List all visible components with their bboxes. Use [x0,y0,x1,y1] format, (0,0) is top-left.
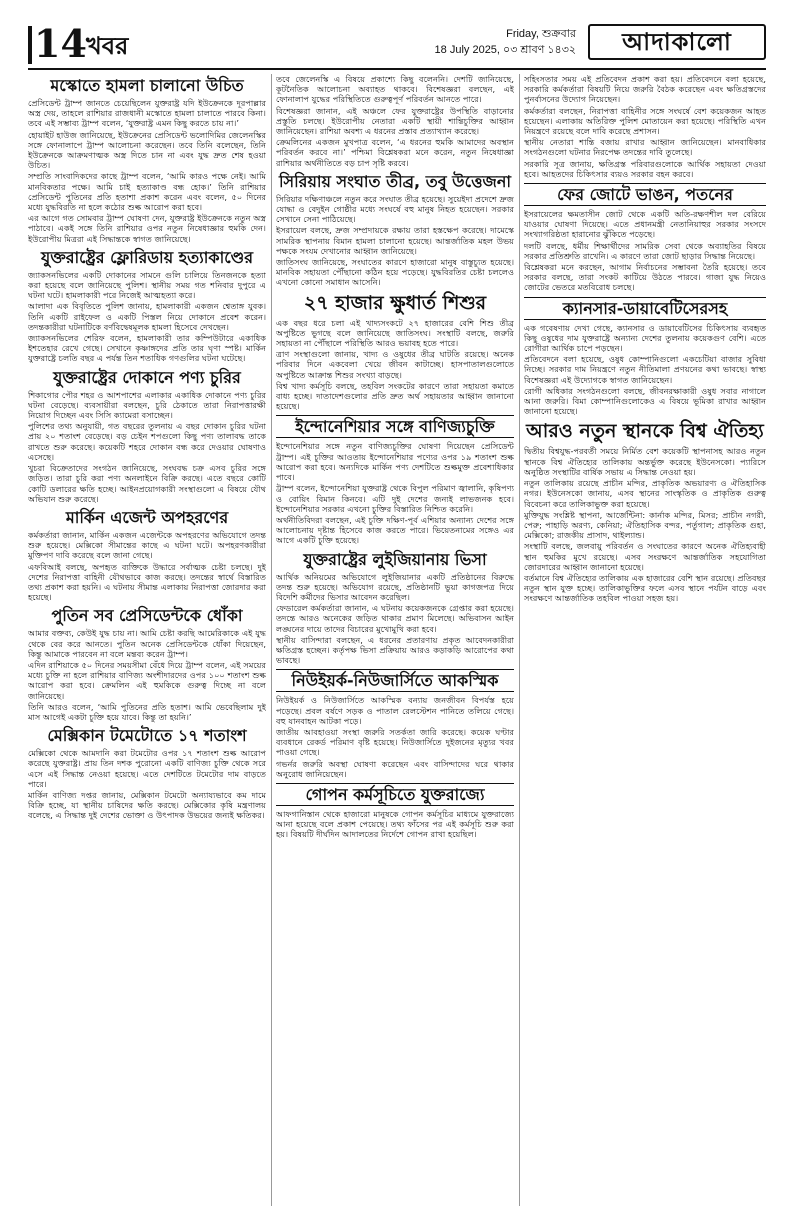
article [276,172,514,288]
masthead [28,22,766,66]
article-headline: আরও নতুন স্থানকে বিশ্ব ঐতিহ্য [526,420,764,443]
article-paragraph: সিরিয়ার দক্ষিণাঞ্চলে নতুন করে সংঘাত তীব্র হয়েছে। সুয়েইদা প্রদেশে দ্রুজ যোদ্ধা ও বেদুইন গোষ্ঠীর মধ্যে সংঘর্ষে বহু মানুষ নিহত হয়েছেন। সরকার সেখানে সেনা পাঠিয়েছে। [276,193,514,225]
article-paragraph: বিশ্লেষকরা মনে করছেন, আগাম নির্বাচনের সম্ভাবনা তৈরি হয়েছে। তবে সরকার বলছে, তারা সংকট কাটিয়ে উঠতে পারবে। গাজা যুদ্ধ নিয়েও জোটের ভেতরে মতবিরোধ চলছে। [524,262,766,293]
article-headline: ক্যানসার-ডায়াবেটিসেরসহ [524,297,766,320]
section-name: খবর [86,32,129,60]
article-paragraph: ফেডারেল কর্মকর্তারা জানান, এ ঘটনায় কয়েকজনকে গ্রেপ্তার করা হয়েছে। তদন্তে আরও অনেকের জড়িত থাকার প্রমাণ মিলেছে। অভিবাসন আইন লঙ্ঘনের দায়ে তাদের বিচারের মুখোমুখি করা হবে। [276,603,514,634]
article-paragraph: সম্প্রতি সাংবাদিকদের কাছে ট্রাম্প বলেন, ‘আমি কারও পক্ষে নেই। আমি মানবিকতার পক্ষে। আমি চাই হত্যাকাণ্ড বন্ধ হোক।’ তিনি রাশিয়ার প্রেসিডেন্ট পুতিনের প্রতি হতাশা প্রকাশ করেন এবং বলেন, ৫০ দিনের মধ্যে যুদ্ধবিরতি না হলে কঠোর শুল্ক আরোপ করা হবে। [28,171,266,213]
article-paragraph: স্থানীয় নেতারা শান্তি বজায় রাখার আহ্বান জানিয়েছেন। মানবাধিকার সংগঠনগুলো ঘটনার নিরপেক্ষ তদন্তের দাবি তুলেছে। [524,137,766,158]
article-paragraph: হোয়াইট হাউজ জানিয়েছে, ইউক্রেনের প্রেসিডেন্ট ভলোদিমির জেলেনস্কির সঙ্গে ফোনালাপে ট্রাম্প আলোচনা করেছেন। তবে তিনি বলেছেন, তিনি ইউক্রেনকে আক্রমণাত্মক অস্ত্র দিতে চান না এবং যুদ্ধ দ্রুত শেষ হওয়া উচিত। [28,129,266,171]
article [524,420,766,603]
header-rule [28,68,766,70]
article-headline: ইন্দোনেশিয়ার সঙ্গে বাণিজ্যচুক্তি [276,415,514,438]
day: Friday, শুক্রবার [506,28,576,40]
article-paragraph: জ্যাকসনভিলের শেরিফ বলেন, হামলাকারী তার কম্পিউটারে একাধিক ইশতেহার রেখে গেছে। সেখানে কৃষ্ণাঙ্গদের প্রতি তার ঘৃণা স্পষ্ট। মার্কিন যুক্তরাষ্ট্রে চলতি বছর এ পর্যন্ত তিন শতাধিক গণগুলির ঘটনা ঘটেছে। [28,333,266,364]
article-paragraph: ইন্দোনেশিয়ার সঙ্গে নতুন বাণিজ্যচুক্তির ঘোষণা দিয়েছেন প্রেসিডেন্ট ট্রাম্প। এই চুক্তির আওতায় ইন্দোনেশিয়ার পণ্যের ওপর ১৯ শতাংশ শুল্ক আরোপ করা হবে। অন্যদিকে মার্কিন পণ্য দেশটিতে শুল্কমুক্ত প্রবেশাধিকার পাবে। [276,441,514,483]
article-paragraph: শিকাগোর পৌর শহর ও আশপাশের এলাকার একাধিক দোকানে পণ্য চুরির ঘটনা বেড়েছে। ব্যবসায়ীরা বলছেন, চুরি ঠেকাতে তারা নিরাপত্তারক্ষী নিয়োগ দিচ্ছেন এবং সিসি ক্যামেরা বসাচ্ছেন। [28,389,266,421]
article [276,415,514,545]
article-paragraph: আফগানিস্তান থেকে হাজারো মানুষকে গোপন কর্মসূচির মাধ্যমে যুক্তরাজ্যে আনা হয়েছে বলে প্রকাশ পেয়েছে। তথ্য ফাঁসের পর এই কর্মসূচি শুরু করা হয়। বিষয়টি দীর্ঘদিন আদালতের নির্দেশে গোপন রাখা হয়েছিল। [276,808,514,840]
article [28,368,266,504]
dateline [435,26,576,58]
article [28,508,266,602]
article-paragraph: এদিন রাশিয়াকে ৫০ দিনের সময়সীমা বেঁধে দিয়ে ট্রাম্প বলেন, এই সময়ের মধ্যে চুক্তি না হলে রাশিয়ার বাণিজ্য অংশীদারদের ওপর ১০০ শতাংশ শুল্ক আরোপ করা হবে। ক্রেমলিন এই হুমকিকে গুরুত্ব দিচ্ছে না বলে জানিয়েছে। [28,659,266,701]
article-paragraph: মেক্সিকো থেকে আমদানি করা টমেটোর ওপর ১৭ শতাংশ শুল্ক আরোপ করেছে যুক্তরাষ্ট্র। প্রায় তিন দশক পুরোনো একটি বাণিজ্য চুক্তি থেকে সরে এসে এই সিদ্ধান্ত নেওয়া হয়েছে। এতে দেশটিতে টমেটোর দাম বাড়তে পারে। [28,748,266,789]
article [276,292,514,412]
article [28,248,266,364]
article-paragraph: প্রতিবেদনে বলা হয়েছে, ওষুধ কোম্পানিগুলো একচেটিয়া বাজার সুবিধা নিচ্ছে। সরকার দাম নিয়ন্ত্রণে নতুন নীতিমালা প্রণয়নের কথা ভাবছে। স্বাস্থ্য বিশেষজ্ঞরা এই উদ্যোগকে স্বাগত জানিয়েছেন। [524,354,766,385]
article-paragraph: জাতীয় আবহাওয়া সংস্থা জরুরি সতর্কতা জারি করেছে। কয়েক ঘণ্টার ব্যবধানে রেকর্ড পরিমাণ বৃষ্টি হয়েছে। নিউজার্সিতে দুইজনের মৃত্যুর খবর পাওয়া গেছে। [276,726,514,758]
column-divider [519,74,520,1206]
article [524,183,766,293]
article-headline: মস্কোতে হামলা চালানো উচিত [50,76,244,95]
article-paragraph: এফবিআই বলছে, অপহৃত ব্যক্তিকে উদ্ধারে সর্বাত্মক চেষ্টা চলছে। দুই দেশের নিরাপত্তা বাহিনী যৌথভাবে কাজ করছে। তদন্তের স্বার্থে বিস্তারিত তথ্য প্রকাশ করা হয়নি। এ ঘটনায় সীমান্ত এলাকায় নিরাপত্তা জোরদার করা হয়েছে। [28,561,266,603]
article-paragraph: নতুন তালিকায় রয়েছে প্রাচীন মন্দির, প্রাকৃতিক অভয়ারণ্য ও ঐতিহাসিক নগর। ইউনেসকো জানায়, এসব স্থানের সাংস্কৃতিক ও প্রাকৃতিক গুরুত্ব বিবেচনা করে তালিকাভুক্ত করা হয়েছে। [524,478,766,509]
article-paragraph: সংস্থাটি বলছে, জলবায়ু পরিবর্তন ও সংঘাতের কারণে অনেক ঐতিহ্যবাহী স্থান হুমকির মুখে রয়েছে। এসব সংরক্ষণে আন্তর্জাতিক সহযোগিতা জোরদারের আহ্বান জানানো হয়েছে। [524,541,766,572]
article-paragraph: বিশ্ব খাদ্য কর্মসূচি বলছে, তহবিল সংকটের কারণে তারা সহায়তা কমাতে বাধ্য হচ্ছে। দাতাদেশগুলোর প্রতি দ্রুত অর্থ সহায়তার আহ্বান জানানো হয়েছে। [276,380,514,412]
column-2 [276,74,514,1206]
date: 18 July 2025, ০৩ শ্রাবণ ১৪৩২ [434,44,576,56]
article-paragraph: ট্রাম্প বলেন, ইন্দোনেশিয়া যুক্তরাষ্ট্র থেকে বিপুল পরিমাণ জ্বালানি, কৃষিপণ্য ও বোয়িং বিমান কিনবে। এটি দুই দেশের জন্যই লাভজনক হবে। ইন্দোনেশিয়ার সরকার এখনো চুক্তির বিস্তারিত নিশ্চিত করেনি। [276,483,514,514]
article-headline: ২৭ হাজার ক্ষুধার্ত শিশুর [303,291,487,314]
article-paragraph: কর্মকর্তারা বলছেন, নিরাপত্তা বাহিনীর সঙ্গে সংঘর্ষে বেশ কয়েকজন আহত হয়েছেন। এলাকায় অতিরিক্ত পুলিশ মোতায়েন করা হয়েছে। পরিস্থিতি এখন নিয়ন্ত্রণে রয়েছে বলে দাবি করেছে প্রশাসন। [524,105,766,137]
article-paragraph: বর্তমানে বিশ্ব ঐতিহ্যের তালিকায় এক হাজারের বেশি স্থান রয়েছে। প্রতিবছর নতুন স্থান যুক্ত হচ্ছে। তালিকাভুক্তির ফলে এসব স্থানে পর্যটন বাড়ে এবং সংরক্ষণে আন্তর্জাতিক তহবিল পাওয়া সহজ হয়। [524,572,766,604]
article-paragraph: তবে জেলেনস্কি এ বিষয়ে প্রকাশ্যে কিছু বলেননি। দেশটি জানিয়েছে, কূটনৈতিক আলোচনা অব্যাহত থাকবে। বিশেষজ্ঞরা বলছেন, এই ফোনালাপ যুদ্ধের পরিস্থিতিতে গুরুত্বপূর্ণ পরিবর্তন আনতে পারে। [276,74,514,105]
article [524,297,766,417]
article [524,74,766,179]
article-paragraph: রোগী অধিকার সংগঠনগুলো বলছে, জীবনরক্ষাকারী ওষুধ সবার নাগালে আনা জরুরি। বিমা কোম্পানিগুলোকেও এ বিষয়ে ভূমিকা রাখার আহ্বান জানানো হয়েছে। [524,385,766,417]
article-headline: ফের জোটে ভাঙন, পতনের [524,183,766,206]
article-paragraph: জ্যাকসনভিলের একটি দোকানের সামনে গুলি চালিয়ে তিনজনকে হত্যা করা হয়েছে বলে জানিয়েছে পুলিশ। স্থানীয় সময় গত শনিবার দুপুরে এ ঘটনা ঘটে। হামলাকারী পরে নিজেই আত্মহত্যা করে। [28,269,266,301]
article-paragraph: তিনি আরও বলেন, ‘আমি পুতিনের প্রতি হতাশ। আমি ভেবেছিলাম দুই মাস আগেই একটা চুক্তি হয়ে যাবে। কিন্তু তা হয়নি।’ [28,701,266,722]
article-headline: পুতিন সব প্রেসিডেন্টকে ধোঁকা [51,606,243,626]
article-paragraph: আমার বক্তব্য, কেউই যুদ্ধ চায় না। আমি চেষ্টা করছি আমেরিকাকে এই যুদ্ধ থেকে বের করে আনতে। পুতিন অনেক প্রেসিডেন্টকে ধোঁকা দিয়েছেন, কিন্তু আমাকে পারবেন না বলে মন্তব্য করেন ট্রাম্প। [28,628,266,659]
article-paragraph: এক গবেষণায় দেখা গেছে, ক্যানসার ও ডায়াবেটিসের চিকিৎসায় ব্যবহৃত কিছু ওষুধের দাম যুক্তরাষ্ট্রে অন্যান্য দেশের তুলনায় কয়েকগুণ বেশি। এতে রোগীরা আর্থিক চাপে পড়ছেন। [524,322,766,354]
article-paragraph: ইসরায়েলের ক্ষমতাসীন জোট থেকে একটি অতি-রক্ষণশীল দল বেরিয়ে যাওয়ার ঘোষণা দিয়েছে। এতে প্রধানমন্ত্রী নেতানিয়াহুর সরকার সংসদে সংখ্যাগরিষ্ঠতা হারানোর ঝুঁকিতে পড়েছে। [524,209,766,240]
article-paragraph: স্থানীয় বাসিন্দারা বলছেন, এ ধরনের প্রতারণায় প্রকৃত আবেদনকারীরা ক্ষতিগ্রস্ত হচ্ছেন। কর্তৃপক্ষ ভিসা প্রক্রিয়ায় আরও কড়াকড়ি আরোপের কথা ভাবছে। [276,634,514,666]
article-paragraph: এর আগে গত সোমবার ট্রাম্প ঘোষণা দেন, যুক্তরাষ্ট্র ইউক্রেনকে নতুন অস্ত্র পাঠাবে। একই সঙ্গে তিনি রাশিয়ার ওপর নতুন নিষেধাজ্ঞার হুমকি দেন। ইউরোপীয় মিত্ররা এই সিদ্ধান্তকে স্বাগত জানিয়েছে। [28,213,266,244]
article [28,606,266,722]
article-headline: যুক্তরাষ্ট্রের ফ্লোরিডায় হত্যাকাণ্ডের [40,247,254,267]
article-paragraph: পুলিশের তথ্য অনুযায়ী, গত বছরের তুলনায় এ বছর দোকান চুরির ঘটনা প্রায় ২০ শতাংশ বেড়েছে। বড় চেইন শপগুলো কিছু পণ্য তালাবদ্ধ তাকে রাখতে শুরু করেছে। কয়েকটি শহরে দোকান বন্ধ করে দেওয়ার ঘোষণাও এসেছে। [28,421,266,462]
article-headline: যুক্তরাষ্ট্রের দোকানে পণ্য চুরির [53,367,241,387]
article [28,726,266,820]
article-paragraph: মুক্তিযুদ্ধ সংশ্লিষ্ট স্থাপনা, আর্জেন্টিনা: কার্নাক মন্দির, মিসর; প্রাচীন নগরী, পেরু; পাহাড়ি অরণ্য, কেনিয়া; ঐতিহাসিক বন্দর, পর্তুগাল; প্রাকৃতিক গুহা, মেক্সিকো; রাজকীয় প্রাসাদ, থাইল্যান্ড। [524,509,766,541]
article [276,74,514,168]
article-headline: যুক্তরাষ্ট্রের লুইজিয়ানায় ভিসা [303,549,487,569]
article-paragraph: এক বছর ধরে চলা এই খাদ্যসংকটে ২৭ হাজারের বেশি শিশু তীব্র অপুষ্টিতে ভুগছে বলে জানিয়েছে জাতিসংঘ। সংস্থাটি বলছে, জরুরি সহায়তা না পৌঁছালে পরিস্থিতি আরও ভয়াবহ হতে পারে। [276,317,514,349]
article-paragraph: ক্রেমলিনের একজন মুখপাত্র বলেন, ‘এ ধরনের হুমকি আমাদের অবস্থান পরিবর্তন করবে না।’ পশ্চিমা বিশ্লেষকরা মনে করেন, নতুন নিষেধাজ্ঞা রাশিয়ার অর্থনীতিতে বড় চাপ সৃষ্টি করবে। [276,137,514,168]
article [276,669,514,779]
article-headline: নিউইয়র্ক-নিউজার্সিতে আকস্মিক [276,669,514,692]
newspaper-logo: আদাকালো [588,24,766,60]
page-bar [28,26,32,64]
article-headline: মেক্সিকান টমেটোতে ১৭ শতাংশ [47,726,247,746]
article-paragraph: দ্বিতীয় বিশ্বযুদ্ধ-পরবর্তী সময়ে নির্মিত বেশ কয়েকটি স্থাপনাসহ আরও নতুন স্থানকে বিশ্ব ঐতিহ্যের তালিকায় অন্তর্ভুক্ত করেছে ইউনেসকো। প্যারিসে অনুষ্ঠিত সংস্থাটির বার্ষিক সভায় এ সিদ্ধান্ত নেওয়া হয়। [524,446,766,477]
article-paragraph: বিশেষজ্ঞরা জানান, এই অঞ্চলে ফের যুক্তরাষ্ট্রের উপস্থিতি বাড়ানোর প্রস্তুতি চলছে। ইউরোপীয় নেতারা একটি স্থায়ী শান্তিচুক্তির আহ্বান জানিয়েছেন। রাশিয়া অবশ্য এ ধরনের প্রস্তাব প্রত্যাখ্যান করেছে। [276,105,514,137]
article-paragraph: কর্মকর্তারা জানান, মার্কিন একজন এজেন্টকে অপহরণের অভিযোগে তদন্ত শুরু হয়েছে। মেক্সিকো সীমান্তের কাছে এ ঘটনা ঘটে। অপহরণকারীরা মুক্তিপণ দাবি করেছে বলে জানা গেছে। [28,529,266,561]
article-headline: গোপন কর্মসূচিতে যুক্তরাজ্যে [276,783,514,806]
article-headline: মার্কিন এজেন্ট অপহরণের [65,507,229,527]
article-paragraph: খুচরা বিক্রেতাদের সংগঠন জানিয়েছে, সংঘবদ্ধ চক্র এসব চুরির সঙ্গে জড়িত। তারা চুরি করা পণ্য অনলাইনে বিক্রি করছে। এতে বছরে কোটি কোটি ডলারের ক্ষতি হচ্ছে। আইনপ্রয়োগকারী সংস্থাগুলো এ বিষয়ে যৌথ অভিযান শুরু করেছে। [28,463,266,504]
column-divider [271,74,272,1206]
article-paragraph: গভর্নর জরুরি অবস্থা ঘোষণা করেছেন এবং বাসিন্দাদের ঘরে থাকার অনুরোধ জানিয়েছেন। [276,758,514,779]
page-number: 14 [34,21,87,66]
article-paragraph: প্রেসিডেন্ট ট্রাম্প জানতে চেয়েছিলেন যুক্তরাষ্ট্র যদি ইউক্রেনকে দূরপাল্লার অস্ত্র দেয়, তাহলে রাশিয়ার রাজধানী মস্কোতে হামলা চালাতে পারবে কিনা। তবে এই সম্ভাব্য ট্রাম্প বলেন, ‘যুক্তরাষ্ট্র এমন কিছু করতে চায় না।’ [28,98,266,129]
article [276,550,514,666]
article-paragraph: অর্থনীতিবিদরা বলছেন, এই চুক্তি দক্ষিণ-পূর্ব এশিয়ার অন্যান্য দেশের সঙ্গে আলোচনায় দৃষ্টান্ত হিসেবে কাজ করতে পারে। ভিয়েতনামের সঙ্গেও এর আগে একটি চুক্তি হয়েছে। [276,514,514,546]
article-paragraph: আর্থিক অনিয়মের অভিযোগে লুইজিয়ানার একটি প্রতিষ্ঠানের বিরুদ্ধে তদন্ত শুরু হয়েছে। অভিযোগ রয়েছে, প্রতিষ্ঠানটি ভুয়া কাগজপত্র দিয়ে বিদেশি কর্মীদের ভিসার আবেদন করেছিল। [276,571,514,602]
article [28,76,266,244]
article-paragraph: ইসরায়েল বলছে, দ্রুজ সম্প্রদায়কে রক্ষায় তারা হস্তক্ষেপ করেছে। দামেস্কে সামরিক স্থাপনায় বিমান হামলা চালানো হয়েছে। আন্তর্জাতিক মহল উভয় পক্ষকে সংযম দেখানোর আহ্বান জানিয়েছে। [276,225,514,256]
article-paragraph: সরকারি সূত্র জানায়, ক্ষতিগ্রস্ত পরিবারগুলোকে আর্থিক সহায়তা দেওয়া হবে। আহতদের চিকিৎসার ব্যয়ও সরকার বহন করবে। [524,158,766,179]
article-paragraph: জাতিসংঘ জানিয়েছে, সংঘাতের কারণে হাজারো মানুষ বাস্তুচ্যুত হয়েছে। মানবিক সহায়তা পৌঁছানো কঠিন হয়ে পড়েছে। যুদ্ধবিরতির চেষ্টা চললেও এখনো কোনো সমাধান আসেনি। [276,257,514,288]
article-paragraph: ত্রাণ সংস্থাগুলো জানায়, খাদ্য ও ওষুধের তীব্র ঘাটতি রয়েছে। অনেক পরিবার দিনে একবেলা খেয়ে জীবন কাটাচ্ছে। হাসপাতালগুলোতে অপুষ্টিতে আক্রান্ত শিশুর সংখ্যা বাড়ছে। [276,349,514,380]
article-paragraph: মার্কিন বাণিজ্য দপ্তর জানায়, মেক্সিকান টমেটো অন্যায্যভাবে কম দামে বিক্রি হচ্ছে, যা স্থানীয় চাষিদের ক্ষতি করছে। মেক্সিকোর কৃষি মন্ত্রণালয় বলেছে, এ সিদ্ধান্ত দুই দেশের ভোক্তা ও উৎপাদক উভয়ের জন্যই ক্ষতিকর। [28,789,266,821]
article-headline: সিরিয়ায় সংঘাত তীব্র, তবু উত্তেজনা [278,171,512,191]
column-3 [524,74,766,1206]
column-1 [28,74,266,1206]
article-paragraph: সহিংসতার সময় এই প্রতিবেদন প্রকাশ করা হয়। প্রতিবেদনে বলা হয়েছে, সরকারি কর্মকর্তারা বিষয়টি নিয়ে জরুরি বৈঠক করেছেন এবং ক্ষতিগ্রস্তদের পুনর্বাসনের উদ্যোগ নিয়েছেন। [524,74,766,105]
article-paragraph: দলটি বলছে, ধর্মীয় শিক্ষার্থীদের সামরিক সেবা থেকে অব্যাহতির বিষয়ে সরকার প্রতিশ্রুতি রাখেনি। এ কারণে তারা জোট ছাড়ার সিদ্ধান্ত নিয়েছে। [524,240,766,261]
article-paragraph: আলাদা এক বিবৃতিতে পুলিশ জানায়, হামলাকারী একজন শ্বেতাঙ্গ যুবক। তিনি একটি রাইফেল ও একটি পিস্তল নিয়ে দোকানে প্রবেশ করেন। তদন্তকারীরা ঘটনাটিকে বর্ণবিদ্বেষমূলক হামলা হিসেবে দেখছেন। [28,301,266,332]
article [276,783,514,840]
article-paragraph: নিউইয়র্ক ও নিউজার্সিতে আকস্মিক বন্যায় জনজীবন বিপর্যস্ত হয়ে পড়েছে। প্রবল বর্ষণে সড়ক ও পাতাল রেলস্টেশন পানিতে তলিয়ে গেছে। বহু যানবাহন আটকা পড়ে। [276,695,514,726]
